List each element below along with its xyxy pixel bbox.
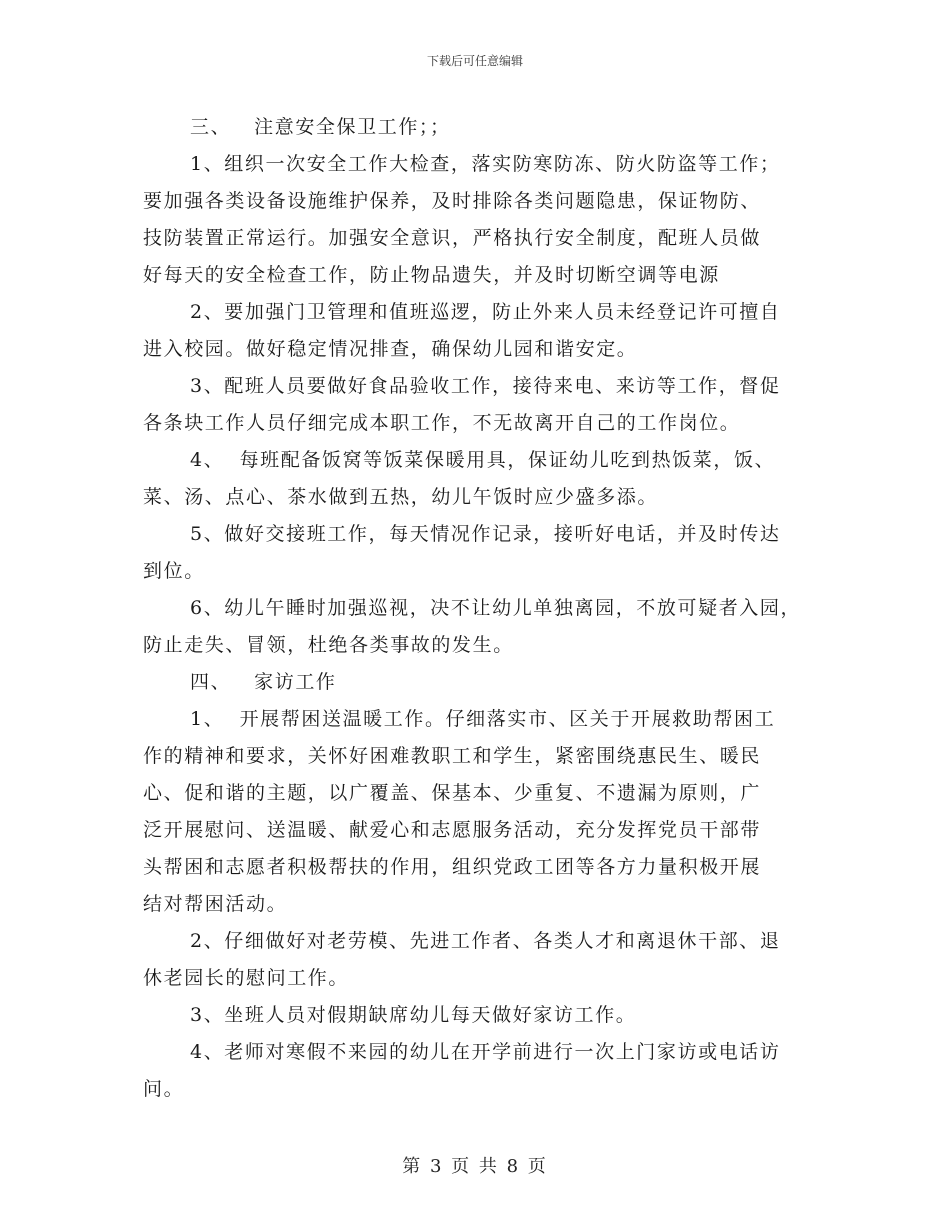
paragraph-line: 3、坐班人员对假期缺席幼儿每天做好家访工作。 bbox=[190, 1004, 637, 1026]
section-heading-home-visit: 四、 家访工作 bbox=[190, 671, 337, 693]
paragraph-line: 3、配班人员要做好食品验收工作，接待来电、来访等工作，督促 bbox=[190, 375, 781, 397]
paragraph-line: 1、 开展帮困送温暖工作。仔细落实市、区关于开展救助帮困工 bbox=[190, 708, 776, 730]
paragraph-line: 休老园长的慰问工作。 bbox=[143, 967, 350, 989]
section-heading-security: 三、 注意安全保卫工作；； bbox=[190, 116, 451, 138]
paragraph-line: 防止走失、冒领，杜绝各类事故的发生。 bbox=[143, 634, 514, 656]
paragraph-line: 心、促和谐的主题，以广覆盖、保基本、少重复、不遗漏为原则，广 bbox=[143, 782, 762, 804]
paragraph-line: 6、幼儿午睡时加强巡视，决不让幼儿单独离园，不放可疑者入园， bbox=[190, 597, 802, 619]
paragraph-line: 好每天的安全检查工作，防止物品遗失，并及时切断空调等电源 bbox=[143, 264, 720, 286]
paragraph-line: 各条块工作人员仔细完成本职工作，不无故离开自己的工作岗位。 bbox=[143, 412, 741, 434]
paragraph-line: 问。 bbox=[143, 1078, 185, 1100]
paragraph-line: 4、 每班配备饭窝等饭菜保暖用具，保证幼儿吃到热饭菜，饭、 bbox=[190, 449, 776, 471]
paragraph-line: 进入校园。做好稳定情况排查，确保幼儿园和谐安定。 bbox=[143, 338, 638, 360]
paragraph-line: 5、做好交接班工作，每天情况作记录，接听好电话，并及时传达 bbox=[190, 523, 781, 545]
paragraph-line: 2、仔细做好对老劳模、先进工作者、各类人才和离退休干部、退 bbox=[190, 930, 781, 952]
paragraph-line: 1、组织一次安全工作大检查，落实防寒防冻、防火防盗等工作； bbox=[190, 153, 781, 175]
paragraph-line: 结对帮困活动。 bbox=[143, 893, 288, 915]
paragraph-line: 技防装置正常运行。加强安全意识，严格执行安全制度，配班人员做 bbox=[143, 227, 762, 249]
paragraph-line: 要加强各类设备设施维护保养，及时排除各类问题隐患，保证物防、 bbox=[143, 190, 762, 212]
page-number-footer: 第 3 页 共 8 页 bbox=[402, 1156, 548, 1177]
paragraph-line: 到位。 bbox=[143, 560, 205, 582]
paragraph-line: 作的精神和要求，关怀好困难教职工和学生，紧密围绕惠民生、暖民 bbox=[143, 745, 762, 767]
page-header-note: 下载后可任意编辑 bbox=[426, 54, 523, 68]
paragraph-line: 泛开展慰问、送温暖、献爱心和志愿服务活动，充分发挥党员干部带 bbox=[143, 819, 762, 841]
paragraph-line: 2、要加强门卫管理和值班巡逻，防止外来人员未经登记许可擅自 bbox=[190, 301, 781, 323]
paragraph-line: 4、老师对寒假不来园的幼儿在开学前进行一次上门家访或电话访 bbox=[190, 1041, 781, 1063]
paragraph-line: 头帮困和志愿者积极帮扶的作用，组织党政工团等各方力量积极开展 bbox=[143, 856, 762, 878]
paragraph-line: 菜、汤、点心、茶水做到五热，幼儿午饭时应少盛多添。 bbox=[143, 486, 659, 508]
